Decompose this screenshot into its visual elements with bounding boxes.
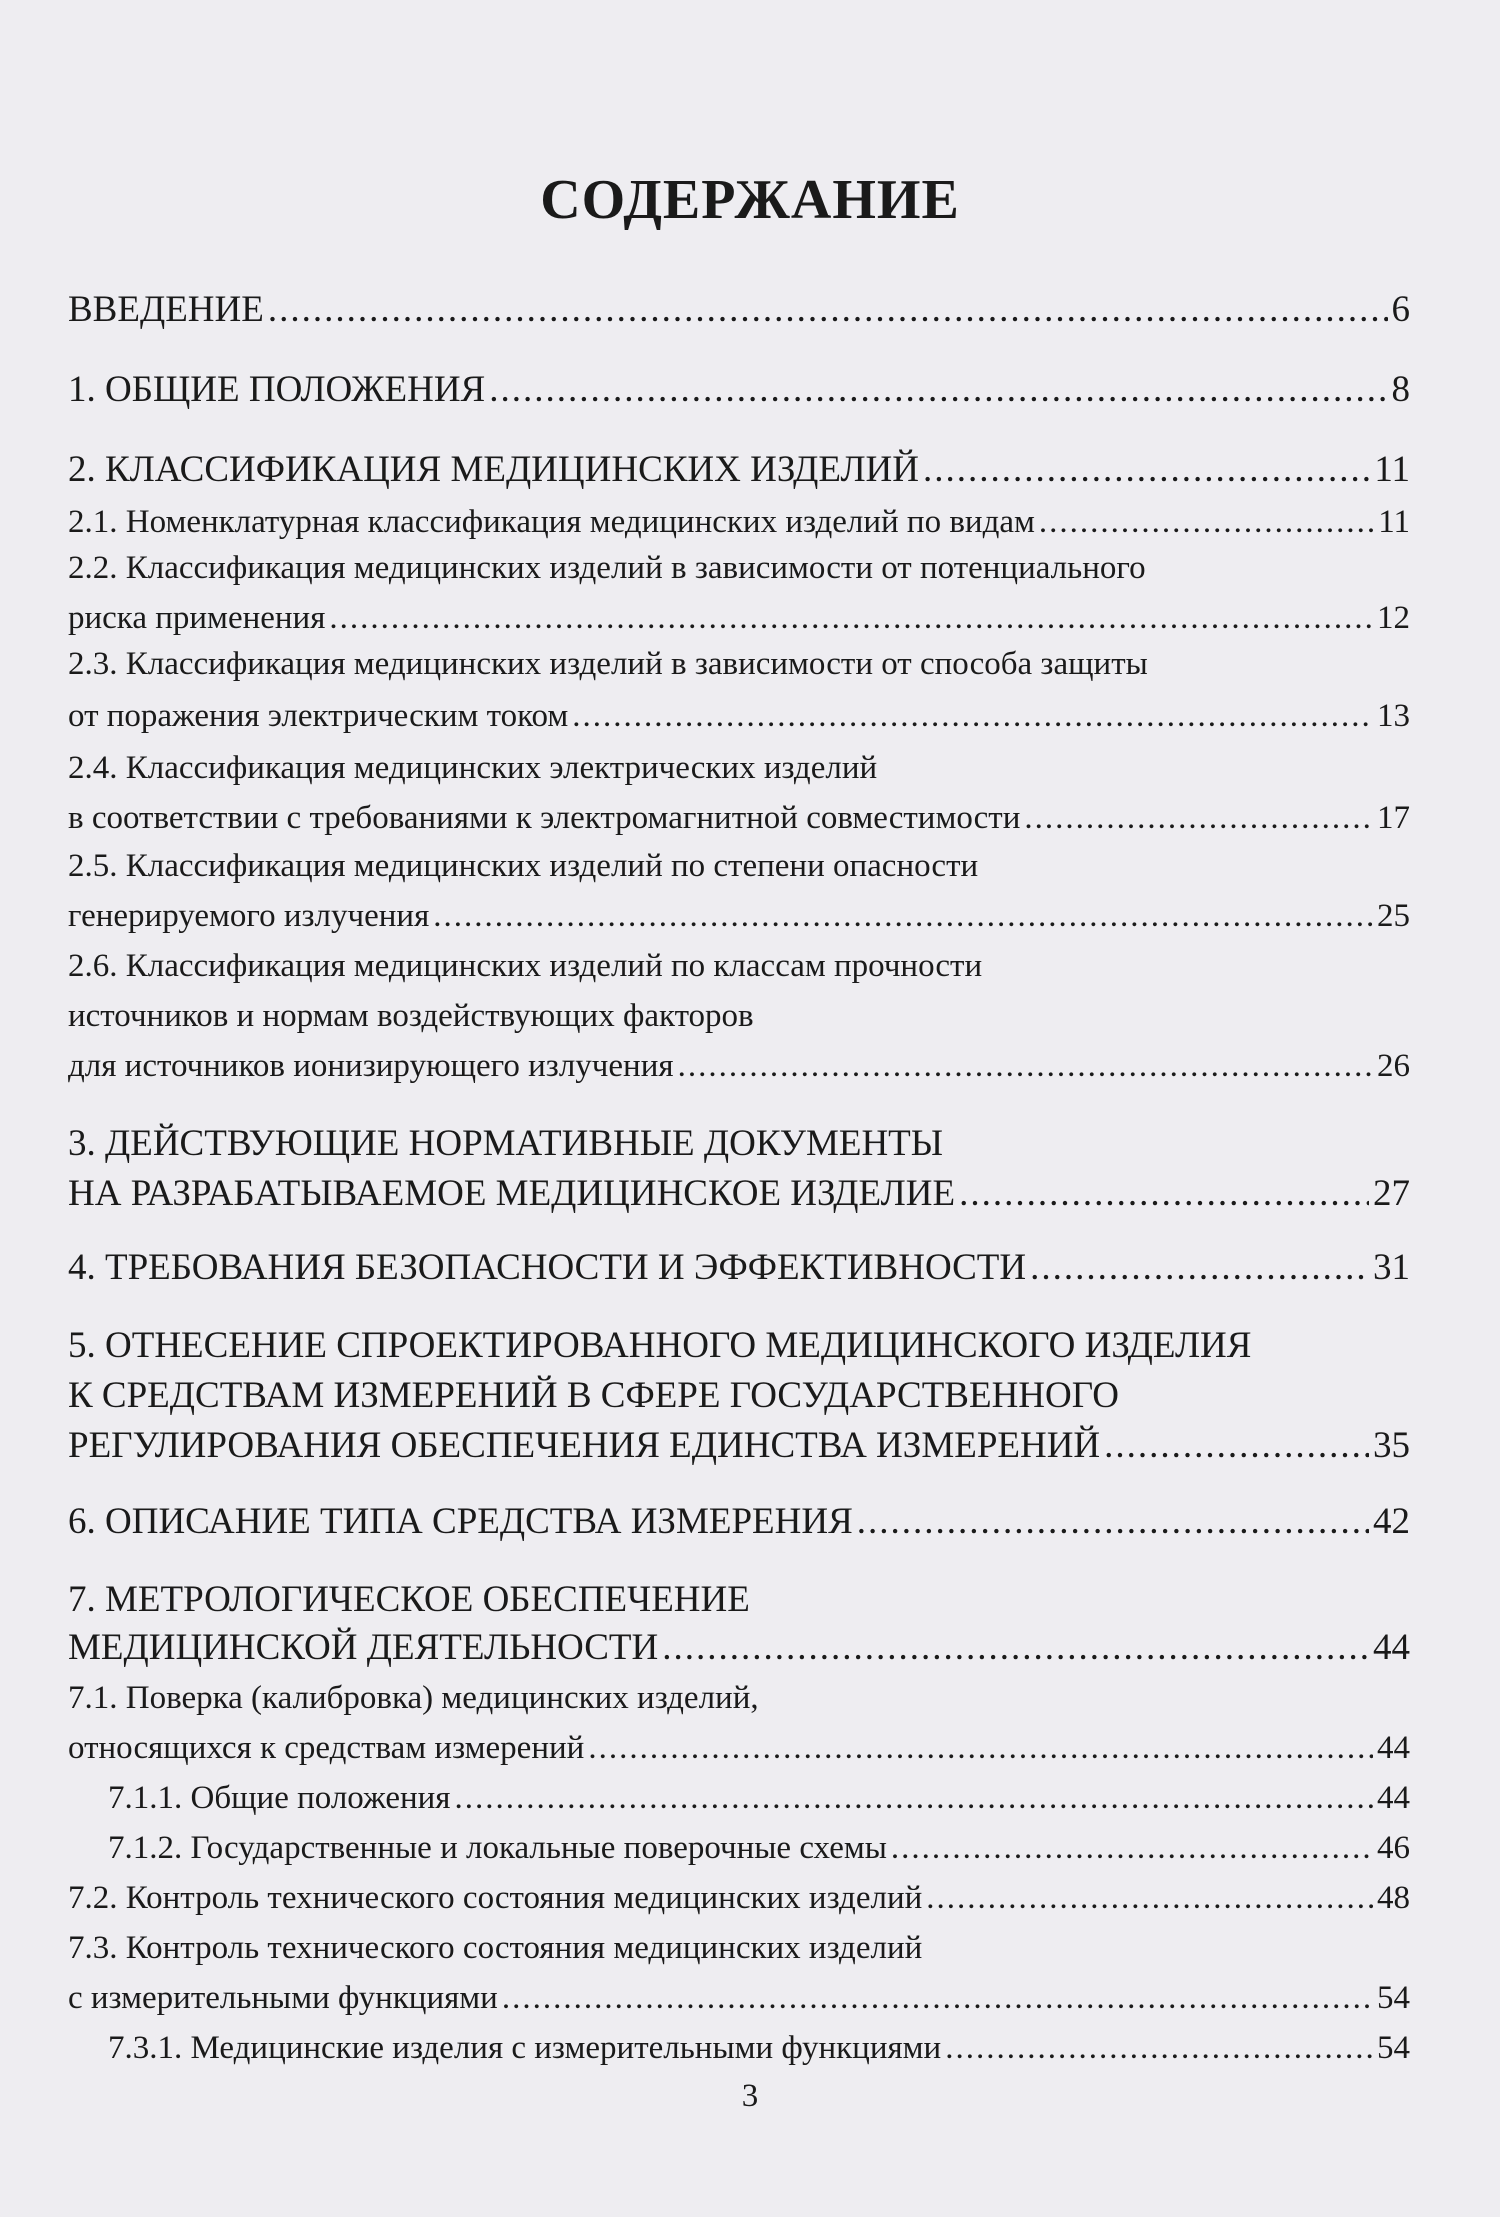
toc-entry-2-5[interactable] [68, 894, 1410, 938]
dot-leader [489, 368, 1387, 412]
toc-entry-2-2[interactable] [68, 596, 1410, 640]
toc-entry-label: 6. ОПИСАНИЕ ТИПА СРЕДСТВА ИЗМЕРЕНИЯ [68, 1501, 853, 1542]
toc-entry-1[interactable] [68, 368, 1410, 412]
toc-page-number: 31 [1373, 1247, 1410, 1288]
toc-entry-7[interactable] [68, 1626, 1410, 1670]
toc-entry-2-4-line1[interactable]: 2.4. Классификация медицинских электрических изделий [68, 750, 878, 786]
toc-page-number: 48 [1377, 1880, 1410, 1916]
toc-entry-7-3-line1[interactable]: 7.3. Контроль технического состояния медицинских изделий [68, 1930, 923, 1966]
toc-entry-4[interactable] [68, 1246, 1410, 1290]
toc-entry-label: 7.2. Контроль технического состояния медицинских изделий [68, 1880, 923, 1916]
toc-page-number: 27 [1373, 1173, 1410, 1214]
toc-entry-3[interactable] [68, 1172, 1410, 1216]
toc-entry-label: генерируемого излучения [68, 898, 430, 934]
dot-leader [502, 1976, 1373, 2020]
toc-page-number: 8 [1391, 369, 1410, 410]
toc-entry-2-3[interactable] [68, 694, 1410, 738]
toc-entry-label: 7.1.2. Государственные и локальные поверочные схемы [108, 1830, 887, 1866]
toc-entry-2-6-line2[interactable]: источников и нормам воздействующих факторов [68, 998, 754, 1034]
dot-leader [678, 1044, 1373, 1088]
page-title: СОДЕРЖАНИЕ [540, 169, 960, 231]
toc-page-number: 25 [1377, 898, 1410, 934]
dot-leader [1024, 796, 1373, 840]
toc-entry-2-6-line1[interactable]: 2.6. Классификация медицинских изделий по классам прочности [68, 948, 983, 984]
toc-entry-7-1[interactable] [68, 1726, 1410, 1770]
toc-page-number: 54 [1377, 1980, 1410, 2016]
toc-page-number: 46 [1377, 1830, 1410, 1866]
toc-entry-label: 2.1. Номенклатурная классификация медицинских изделий по видам [68, 504, 1035, 540]
toc-page-number: 26 [1377, 1048, 1410, 1084]
toc-entry-7-1-1[interactable] [108, 1776, 1410, 1820]
dot-leader [433, 894, 1373, 938]
toc-entry-label: в соответствии с требованиями к электромагнитной совместимости [68, 800, 1021, 836]
toc-entry-2-1[interactable] [68, 500, 1410, 544]
toc-entry-7-3-1[interactable] [108, 2026, 1410, 2070]
dot-leader [662, 1626, 1369, 1670]
toc-entry-2-3-line1[interactable]: 2.3. Классификация медицинских изделий в зависимости от способа защиты [68, 646, 1148, 682]
toc-entry-2-6[interactable] [68, 1044, 1410, 1088]
toc-entry-2[interactable] [68, 448, 1410, 492]
toc-entry-3-line1[interactable]: 3. ДЕЙСТВУЮЩИЕ НОРМАТИВНЫЕ ДОКУМЕНТЫ [68, 1123, 944, 1164]
toc-page-number: 11 [1374, 449, 1410, 490]
toc-entry-2-4[interactable] [68, 796, 1410, 840]
toc-entry-label: с измерительными функциями [68, 1980, 498, 2016]
toc-entry-introduction[interactable] [68, 288, 1410, 332]
toc-page-number: 44 [1377, 1730, 1410, 1766]
toc-entry-label: 2. КЛАССИФИКАЦИЯ МЕДИЦИНСКИХ ИЗДЕЛИЙ [68, 449, 919, 490]
toc-entry-7-1-line1[interactable]: 7.1. Поверка (калибровка) медицинских изделий, [68, 1680, 759, 1716]
toc-entry-label: риска применения [68, 600, 326, 636]
toc-page-number: 12 [1377, 600, 1410, 636]
dot-leader [1030, 1246, 1369, 1290]
toc-page-number: 11 [1378, 504, 1410, 540]
toc-entry-7-line1[interactable]: 7. МЕТРОЛОГИЧЕСКОЕ ОБЕСПЕЧЕНИЕ [68, 1579, 750, 1620]
toc-entry-5-line2[interactable]: К СРЕДСТВАМ ИЗМЕРЕНИЙ В СФЕРЕ ГОСУДАРСТВЕННОГО [68, 1375, 1119, 1416]
toc-page-number: 35 [1373, 1425, 1410, 1466]
toc-entry-2-5-line1[interactable]: 2.5. Классификация медицинских изделий по степени опасности [68, 848, 979, 884]
toc-entry-label: относящихся к средствам измерений [68, 1730, 585, 1766]
dot-leader [1039, 500, 1374, 544]
dot-leader [329, 596, 1373, 640]
toc-page-number: 42 [1373, 1501, 1410, 1542]
dot-leader [959, 1172, 1369, 1216]
toc-entry-label: от поражения электрическим током [68, 698, 569, 734]
dot-leader [945, 2026, 1373, 2070]
toc-page-number: 54 [1377, 2030, 1410, 2066]
toc-entry-label: для источников ионизирующего излучения [68, 1048, 674, 1084]
toc-entry-label: 1. ОБЩИЕ ПОЛОЖЕНИЯ [68, 369, 486, 410]
toc-entry-label: 7.3.1. Медицинские изделия с измерительными функциями [108, 2030, 942, 2066]
toc-entry-7-1-2[interactable] [108, 1826, 1410, 1870]
toc-entry-label: МЕДИЦИНСКОЙ ДЕЯТЕЛЬНОСТИ [68, 1627, 659, 1668]
toc-page-number: 44 [1377, 1780, 1410, 1816]
dot-leader [891, 1826, 1373, 1870]
toc-entry-label: 4. ТРЕБОВАНИЯ БЕЗОПАСНОСТИ И ЭФФЕКТИВНОСТИ [68, 1247, 1027, 1288]
toc-entry-5-line1[interactable]: 5. ОТНЕСЕНИЕ СПРОЕКТИРОВАННОГО МЕДИЦИНСКОГО ИЗДЕЛИЯ [68, 1325, 1252, 1366]
toc-entry-5[interactable] [68, 1424, 1410, 1468]
dot-leader [923, 448, 1370, 492]
toc-entry-label: РЕГУЛИРОВАНИЯ ОБЕСПЕЧЕНИЯ ЕДИНСТВА ИЗМЕРЕНИЙ [68, 1425, 1101, 1466]
dot-leader [1104, 1424, 1369, 1468]
toc-page-number: 13 [1377, 698, 1410, 734]
page-number: 3 [741, 2078, 759, 2114]
toc-entry-6[interactable] [68, 1500, 1410, 1544]
dot-leader [857, 1500, 1369, 1544]
toc-page-number: 17 [1377, 800, 1410, 836]
toc-entry-2-2-line1[interactable]: 2.2. Классификация медицинских изделий в зависимости от потенциального [68, 550, 1146, 586]
toc-entry-label: ВВЕДЕНИЕ [68, 289, 264, 330]
dot-leader [454, 1776, 1373, 1820]
toc-page-number: 6 [1391, 289, 1410, 330]
toc-entry-7-3[interactable] [68, 1976, 1410, 2020]
toc-entry-label: 7.1.1. Общие положения [108, 1780, 451, 1816]
dot-leader [926, 1876, 1373, 1920]
toc-entry-label: НА РАЗРАБАТЫВАЕМОЕ МЕДИЦИНСКОЕ ИЗДЕЛИЕ [68, 1173, 956, 1214]
toc-page-number: 44 [1373, 1627, 1410, 1668]
toc-entry-7-2[interactable] [68, 1876, 1410, 1920]
dot-leader [572, 694, 1373, 738]
dot-leader [268, 288, 1388, 332]
dot-leader [588, 1726, 1373, 1770]
